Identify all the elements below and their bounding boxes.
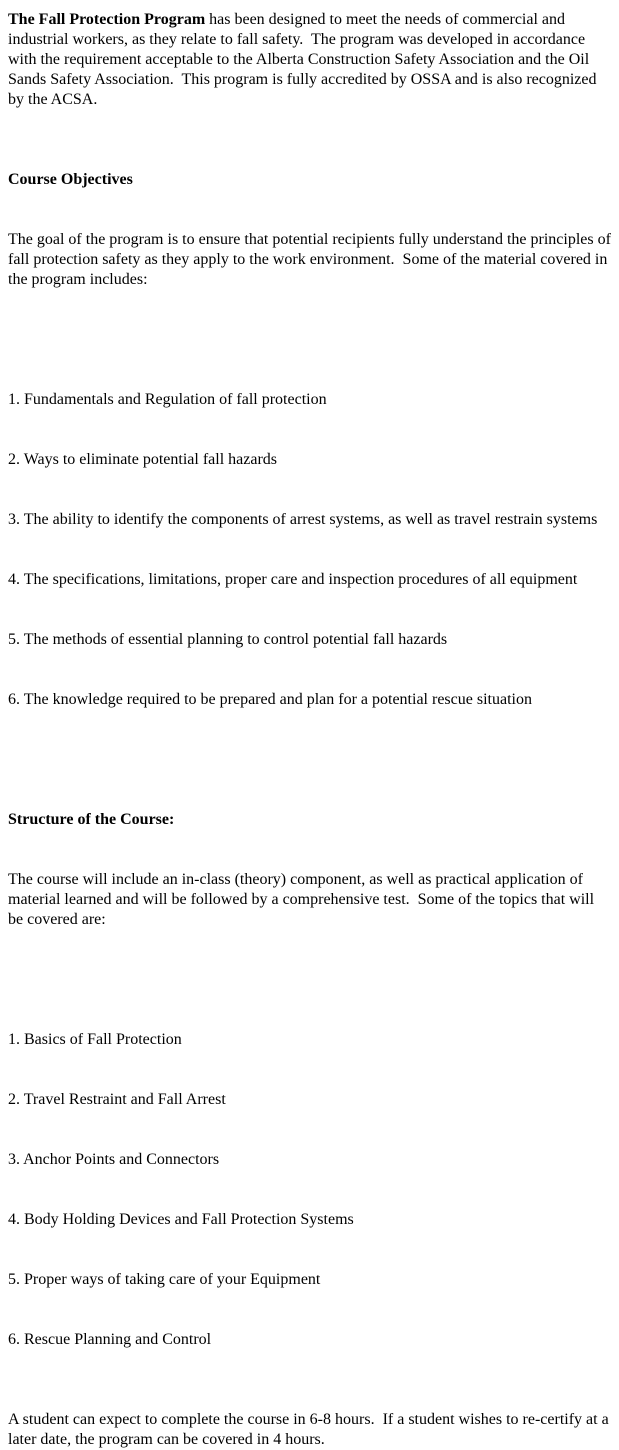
intro-paragraph bbox=[8, 10, 613, 110]
list-item: 4. Body Holding Devices and Fall Protection Systems bbox=[8, 1211, 354, 1228]
intro-text: has been designed to meet the needs of commercial and industrial workers, as they relate to fall safety. The program was developed in accordance with the requirement acceptable to the Alberta Construction Safety Association and the Oil Sands Safety Association. This program is fully accredited by OSSA and is also recognized by the ACSA. bbox=[8, 11, 601, 108]
list-item: 1. Basics of Fall Protection bbox=[8, 1031, 182, 1048]
course-objectives-list bbox=[8, 350, 613, 750]
list-item: 5. Proper ways of taking care of your Equipment bbox=[8, 1271, 321, 1288]
list-item: 6. The knowledge required to be prepared and plan for a potential rescue situation bbox=[8, 691, 532, 708]
course-objectives-section bbox=[8, 130, 613, 330]
structure-body: The course will include an in-class (theory) component, as well as practical application of material learned and will be followed by a comprehensive test. Some of the topics that will be covered are: bbox=[8, 871, 599, 928]
structure-heading: Structure of the Course: bbox=[8, 811, 175, 828]
list-item: 3. The ability to identify the components of arrest systems, as well as travel restrain systems bbox=[8, 511, 598, 528]
list-item: 6. Rescue Planning and Control bbox=[8, 1331, 212, 1348]
list-item: 3. Anchor Points and Connectors bbox=[8, 1151, 220, 1168]
course-objectives-body: The goal of the program is to ensure that potential recipients fully understand the principles of fall protection safety as they apply to the work environment. Some of the material covered in the program includes: bbox=[8, 231, 615, 288]
intro-bold-lead: The Fall Protection Program bbox=[8, 11, 206, 28]
course-objectives-heading: Course Objectives bbox=[8, 171, 133, 188]
closing-paragraph: A student can expect to complete the course in 6-8 hours. If a student wishes to re-certify at a later date, the program can be covered in 4 hours. bbox=[8, 1411, 613, 1448]
structure-section bbox=[8, 770, 613, 970]
list-item: 4. The specifications, limitations, proper care and inspection procedures of all equipment bbox=[8, 571, 578, 588]
list-item: 2. Ways to eliminate potential fall hazards bbox=[8, 451, 277, 468]
structure-topics-list bbox=[8, 990, 613, 1390]
list-item: 5. The methods of essential planning to control potential fall hazards bbox=[8, 631, 448, 648]
list-item: 1. Fundamentals and Regulation of fall protection bbox=[8, 391, 327, 408]
list-item: 2. Travel Restraint and Fall Arrest bbox=[8, 1091, 226, 1108]
